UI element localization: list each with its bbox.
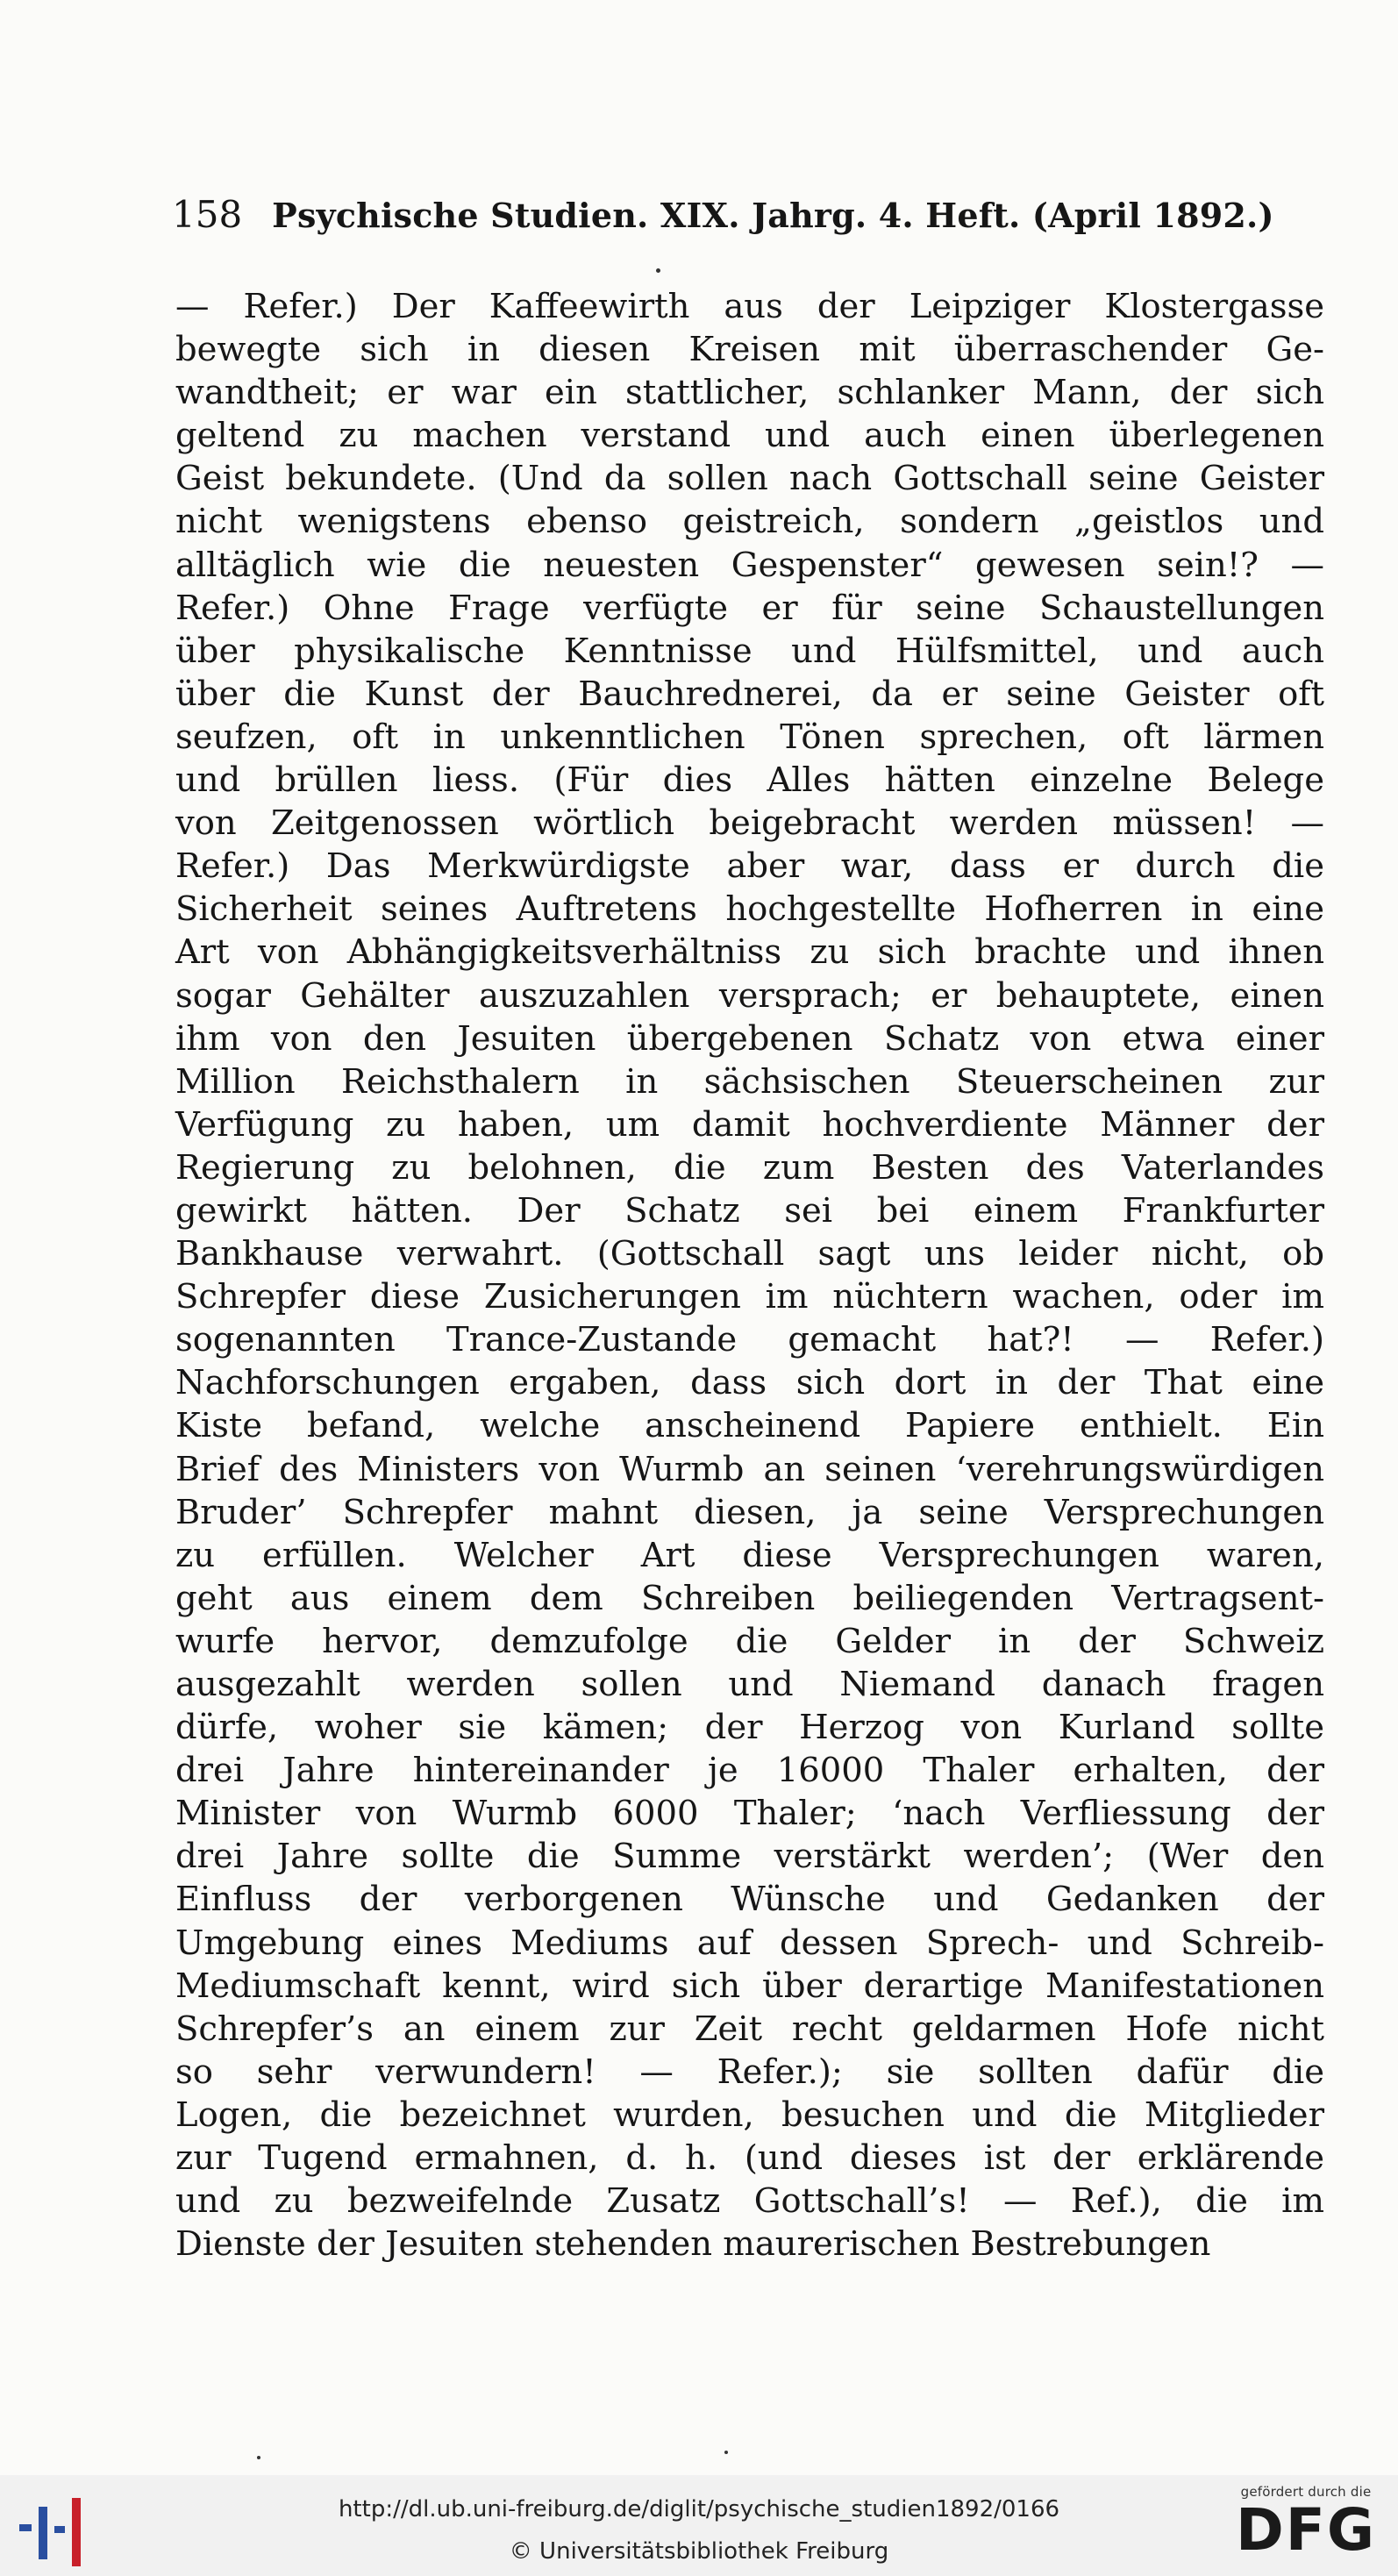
text-line: Bankhause verwahrt. (Gottschall sagt uns leider nicht, ob — [175, 1234, 1324, 1274]
text-line: Refer.) Ohne Frage verfügte er für seine Schaustellungen — [175, 588, 1324, 628]
text-line: sogenannten Trance-Zustande gemacht hat?! — Refer.) — [175, 1320, 1324, 1360]
print-speck — [257, 2456, 260, 2459]
text-line: Refer.) Das Merkwürdigste aber war, dass er durch die — [175, 846, 1324, 887]
text-line: ihm von den Jesuiten übergebenen Schatz von etwa einer — [175, 1018, 1324, 1059]
text-line: Nachforschungen ergaben, dass sich dort in der That eine — [175, 1363, 1324, 1403]
footer-url[interactable]: http://dl.ub.uni-freiburg.de/diglit/psychische_studien1892/0166 — [338, 2496, 1060, 2522]
funding-caption: gefördert durch die — [1240, 2484, 1372, 2500]
text-line: — Refer.) Der Kaffeewirth aus der Leipziger Klostergasse — [175, 287, 1324, 326]
text-line: Sicherheit seines Auftretens hochgestellte Hofherren in eine — [175, 889, 1324, 930]
text-line: sogar Gehälter auszuzahlen versprach; er behauptete, einen — [175, 975, 1324, 1016]
footer-copyright: © Universitätsbibliothek Freiburg — [509, 2538, 889, 2565]
text-line: Logen, die bezeichnet wurden, besuchen und die Mitglieder — [175, 2094, 1324, 2135]
text-line: Mediumschaft kennt, wird sich über derartige Manifestationen — [175, 1966, 1324, 2006]
text-line: drei Jahre hintereinander je 16000 Thaler erhalten, der — [175, 1751, 1324, 1791]
text-line: Million Reichsthalern in sächsischen Steuerscheinen zur — [175, 1061, 1324, 1102]
dfg-logo-text: DFG — [1235, 2496, 1377, 2564]
text-line: von Zeitgenossen wörtlich beigebracht werden müssen! — — [175, 803, 1324, 844]
text-line: dürfe, woher sie kämen; der Herzog von Kurland sollte — [175, 1708, 1324, 1748]
text-line: Verfügung zu haben, um damit hochverdiente Männer der — [175, 1104, 1324, 1145]
page-header — [172, 193, 1274, 236]
text-line: Dienste der Jesuiten stehenden maurerischen Bestrebungen — [175, 2224, 1211, 2265]
print-speck — [656, 268, 660, 273]
text-line: Kiste befand, welche anscheinend Papiere enthielt. Ein — [175, 1406, 1324, 1446]
text-line: Geist bekundete. (Und da sollen nach Gottschall seine Geister — [175, 459, 1324, 499]
text-line: und zu bezweifelnde Zusatz Gottschall’s! — Ref.), die im — [175, 2181, 1324, 2222]
running-title: Psychische Studien. XIX. Jahrg. 4. Heft. (April 1892.) — [272, 196, 1274, 235]
text-line: ausgezahlt werden sollen und Niemand danach fragen — [175, 1665, 1324, 1704]
text-line: Schrepfer diese Zusicherungen im nüchtern wachen, oder im — [175, 1277, 1324, 1317]
text-line: über physikalische Kenntnisse und Hülfsmittel, und auch — [175, 631, 1324, 671]
text-line: drei Jahre sollte die Summe verstärkt werden’; (Wer den — [175, 1837, 1324, 1877]
text-line: Einfluss der verborgenen Wünsche und Gedanken der — [175, 1880, 1324, 1920]
text-line: und brüllen liess. (Für dies Alles hätten einzelne Belege — [175, 760, 1324, 801]
footer-bar — [0, 2475, 1398, 2576]
text-line: alltäglich wie die neuesten Gespenster“ gewesen sein!? — — [175, 545, 1324, 585]
text-line: zur Tugend ermahnen, d. h. (und dieses ist der erklärende — [175, 2138, 1324, 2179]
print-speck — [724, 2451, 728, 2454]
text-line: Brief des Ministers von Wurmb an seinen ‘verehrungswürdigen — [175, 1449, 1324, 1489]
text-line: wurfe hervor, demzufolge die Gelder in der Schweiz — [175, 1621, 1324, 1661]
text-line: seufzen, oft in unkenntlichen Tönen sprechen, oft lärmen — [175, 717, 1324, 757]
text-line: zu erfüllen. Welcher Art diese Versprechungen waren, — [175, 1535, 1324, 1575]
text-line: nicht wenigstens ebenso geistreich, sondern „geistlos und — [175, 502, 1324, 542]
text-line: Umgebung eines Mediums auf dessen Sprech- und Schreib- — [175, 1923, 1324, 1963]
text-line: Bruder’ Schrepfer mahnt diesen, ja seine Versprechungen — [175, 1492, 1324, 1532]
text-line: Regierung zu belohnen, die zum Besten des Vaterlandes — [175, 1147, 1324, 1188]
text-line: geltend zu machen verstand und auch einen überlegenen — [175, 416, 1324, 456]
page-number: 158 — [172, 193, 243, 236]
text-line: Art von Abhängigkeitsverhältniss zu sich brachte und ihnen — [175, 932, 1324, 973]
dfg-logo-icon — [1231, 2484, 1380, 2572]
text-line: Minister von Wurmb 6000 Thaler; ‘nach Verfliessung der — [175, 1794, 1324, 1834]
body-text — [175, 285, 1324, 2266]
text-line: über die Kunst der Bauchrednerei, da er seine Geister oft — [175, 674, 1324, 714]
text-line: wandtheit; er war ein stattlicher, schlanker Mann, der sich — [175, 373, 1324, 413]
text-line: bewegte sich in diesen Kreisen mit überraschender Ge- — [175, 330, 1324, 370]
text-line: gewirkt hätten. Der Schatz sei bei einem Frankfurter — [175, 1190, 1324, 1231]
text-line: geht aus einem dem Schreiben beiliegenden Vertragsent- — [175, 1578, 1324, 1618]
text-line: so sehr verwundern! — Refer.); sie sollten dafür die — [175, 2052, 1324, 2092]
text-line: Schrepfer’s an einem zur Zeit recht geldarmen Hofe nicht — [175, 2009, 1324, 2049]
